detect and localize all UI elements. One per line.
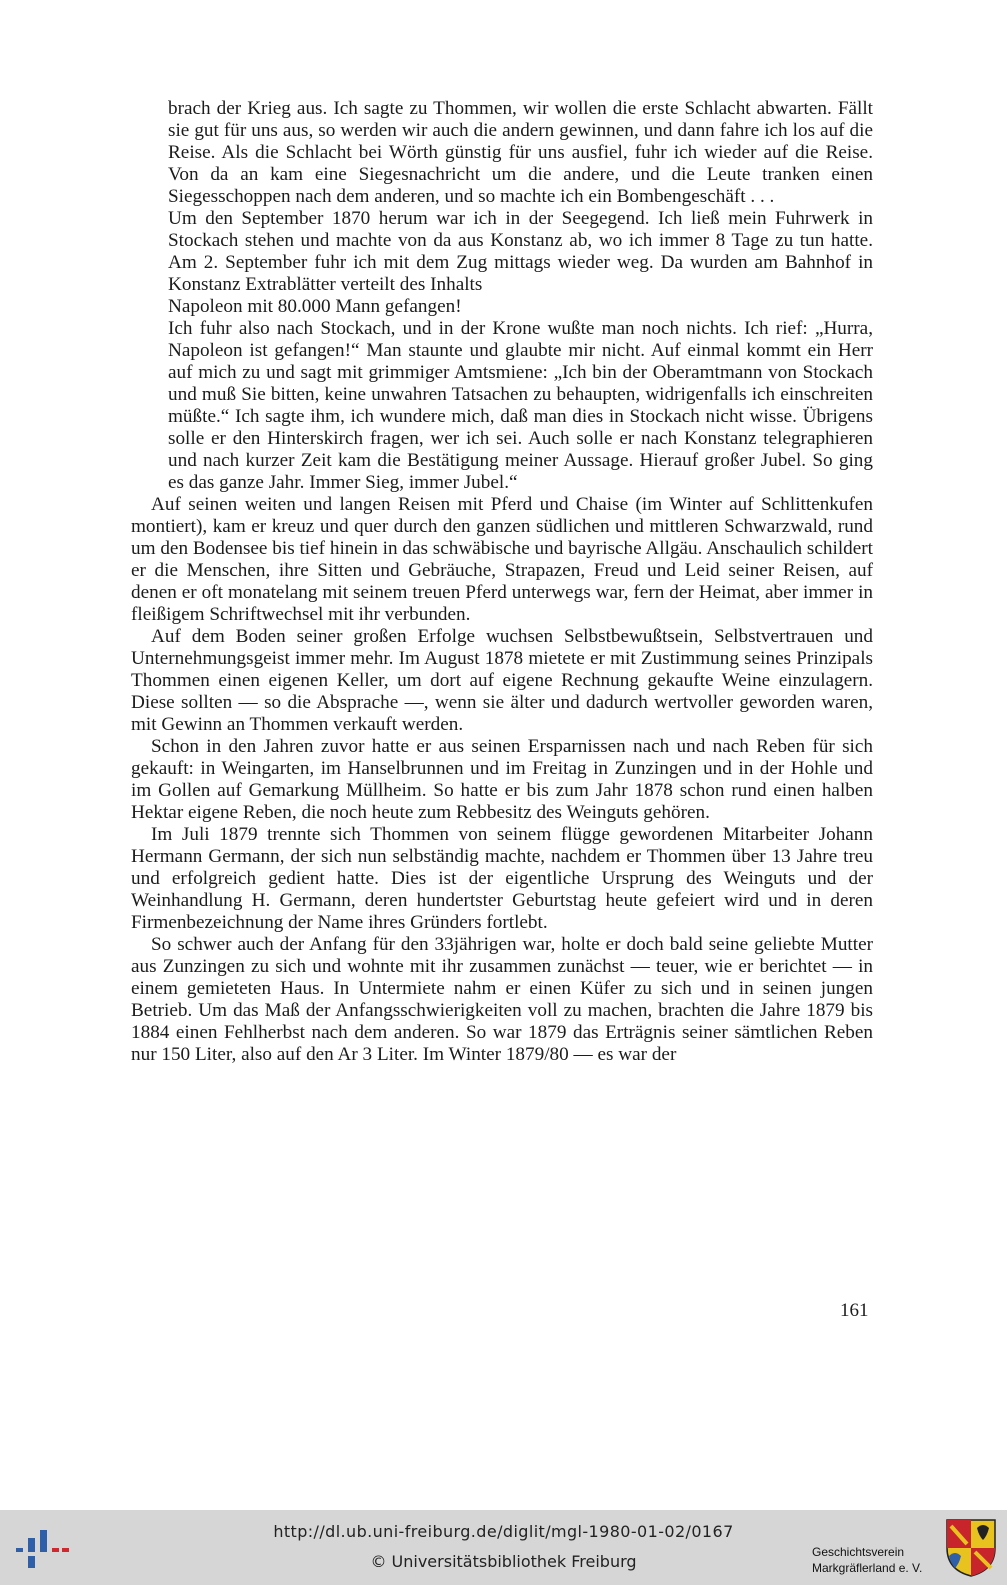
coat-of-arms-icon bbox=[945, 1518, 997, 1578]
footer-bar bbox=[0, 1510, 1007, 1585]
society-line: Geschichtsverein bbox=[812, 1545, 905, 1559]
society-name bbox=[812, 1544, 932, 1576]
headline: Napoleon mit 80.000 Mann gefangen! bbox=[168, 296, 462, 317]
society-line: Markgräflerland e. V. bbox=[812, 1561, 923, 1575]
body-paragraph: So schwer auch der Anfang für den 33jährigen war, holte er doch bald seine geliebte Mutter aus Zunzingen zu sich und wohnte mit ihr zusammen zunächst — teuer, wie er berichtet — in einem gemieteten Haus. In Untermiete nahm er einen Küfer zu sich und in seinen jungen Betrieb. Um das Maß der Anfangsschwierigkeiten voll zu machen, brachten die Jahre 1879 bis 1884 einen Fehlherbst nach dem anderen. So war 1879 das Erträgnis seiner sämtlichen Reben nur 150 Liter, also auf den Ar 3 Liter. Im Winter 1879/80 — es war der bbox=[131, 934, 873, 1065]
body-paragraph: Schon in den Jahren zuvor hatte er aus seinen Ersparnissen nach und nach Reben für sich gekauft: in Weingarten, im Hanselbrunnen und im Freitag in Zunzingen und in der Hohle und im Gollen auf Gemarkung Müllheim. So hatte er bis zum Jahr 1878 schon rund einen halben Hektar eigene Reben, die noch heute zum Rebbesitz des Weinguts gehören. bbox=[131, 736, 873, 823]
body-paragraph: Auf dem Boden seiner großen Erfolge wuchsen Selbstbewußtsein, Selbstvertrauen und Unternehmungsgeist immer mehr. Im August 1878 mietete er mit Zustimmung seines Prinzipals Thommen einen eigenen Keller, um dort auf eigene Rechnung gekaufte Weine einzulagern. Diese sollten — so die Absprache —, wenn sie älter und dadurch wertvoller geworden waren, mit Gewinn an Thommen verkauft werden. bbox=[131, 626, 873, 735]
body-paragraph: Auf seinen weiten und langen Reisen mit Pferd und Chaise (im Winter auf Schlittenkufen montiert), kam er kreuz und quer durch den ganzen südlichen und mittleren Schwarzwald, rund um den Bodensee bis tief hinein in das schwäbische und bayrische Allgäu. Anschaulich schildert er die Menschen, ihre Sitten und Gebräuche, Strapazen, Freud und Leid seiner Reisen, auf denen er oft monatelang mit seinem treuen Pferd unterwegs war, fern der Heimat, aber immer in fleißigem Schriftwechsel mit ihr verbunden. bbox=[131, 494, 873, 625]
quote-paragraph: Ich fuhr also nach Stockach, und in der Krone wußte man noch nichts. Ich rief: „Hurra, Napoleon ist gefangen!“ Man staunte und glaubte mir nicht. Auf einmal kommt ein Herr auf mich zu und sagt mit grimmiger Amtsmiene: „Ich bin der Oberamtmann von Stockach und muß Sie bitten, keine unwahren Tatsachen zu behaupten, widrigenfalls ich einschreiten müßte.“ Ich sagte ihm, ich wundere mich, daß man dies in Stockach nicht wisse. Übrigens solle er den Hinterskirch fragen, wer ich sei. Auch solle er nach Konstanz telegraphieren und nach kurzer Zeit kam die Bestätigung meiner Aussage. Hierauf großer Jubel. So ging es das ganze Jahr. Immer Sieg, immer Jubel.“ bbox=[168, 318, 873, 493]
page-number: 161 bbox=[840, 1300, 869, 1321]
quoted-passage bbox=[168, 98, 873, 494]
page-text bbox=[131, 98, 873, 1066]
copyright-notice: © Universitätsbibliothek Freiburg bbox=[370, 1552, 637, 1571]
quote-paragraph: Um den September 1870 herum war ich in der Seegegend. Ich ließ mein Fuhrwerk in Stockach stehen und machte von da aus Konstanz ab, wo ich immer 8 Tage zu tun hatte. Am 2. September fuhr ich mit dem Zug mittags wieder weg. Da wurden am Bahnhof in Konstanz Extrablätter verteilt des Inhalts bbox=[168, 208, 873, 295]
document-url[interactable]: http://dl.ub.uni-freiburg.de/diglit/mgl-1980-01-02/0167 bbox=[273, 1522, 734, 1541]
quote-paragraph: brach der Krieg aus. Ich sagte zu Thommen, wir wollen die erste Schlacht abwarten. Fällt sie gut für uns aus, so werden wir auch die andern gewinnen, und dann fahre ich los auf die Reise. Als die Schlacht bei Wörth günstig für uns ausfiel, fuhr ich wieder auf die Reise. Von da an kam eine Siegesnachricht um die andere, und die Leute tranken einen Siegesschoppen nach dem anderen, und so machte ich ein Bombengeschäft . . . bbox=[168, 98, 873, 207]
body-paragraph: Im Juli 1879 trennte sich Thommen von seinem flügge gewordenen Mitarbeiter Johann Hermann Germann, der sich nun selbständig machte, nachdem er Thommen über 13 Jahre treu und erfolgreich gedient hatte. Dies ist der eigentliche Ursprung des Weinguts und der Weinhandlung H. Germann, deren hundertster Geburtstag heute gefeiert wird und in deren Firmenbezeichnung der Name ihres Gründers fortlebt. bbox=[131, 824, 873, 933]
